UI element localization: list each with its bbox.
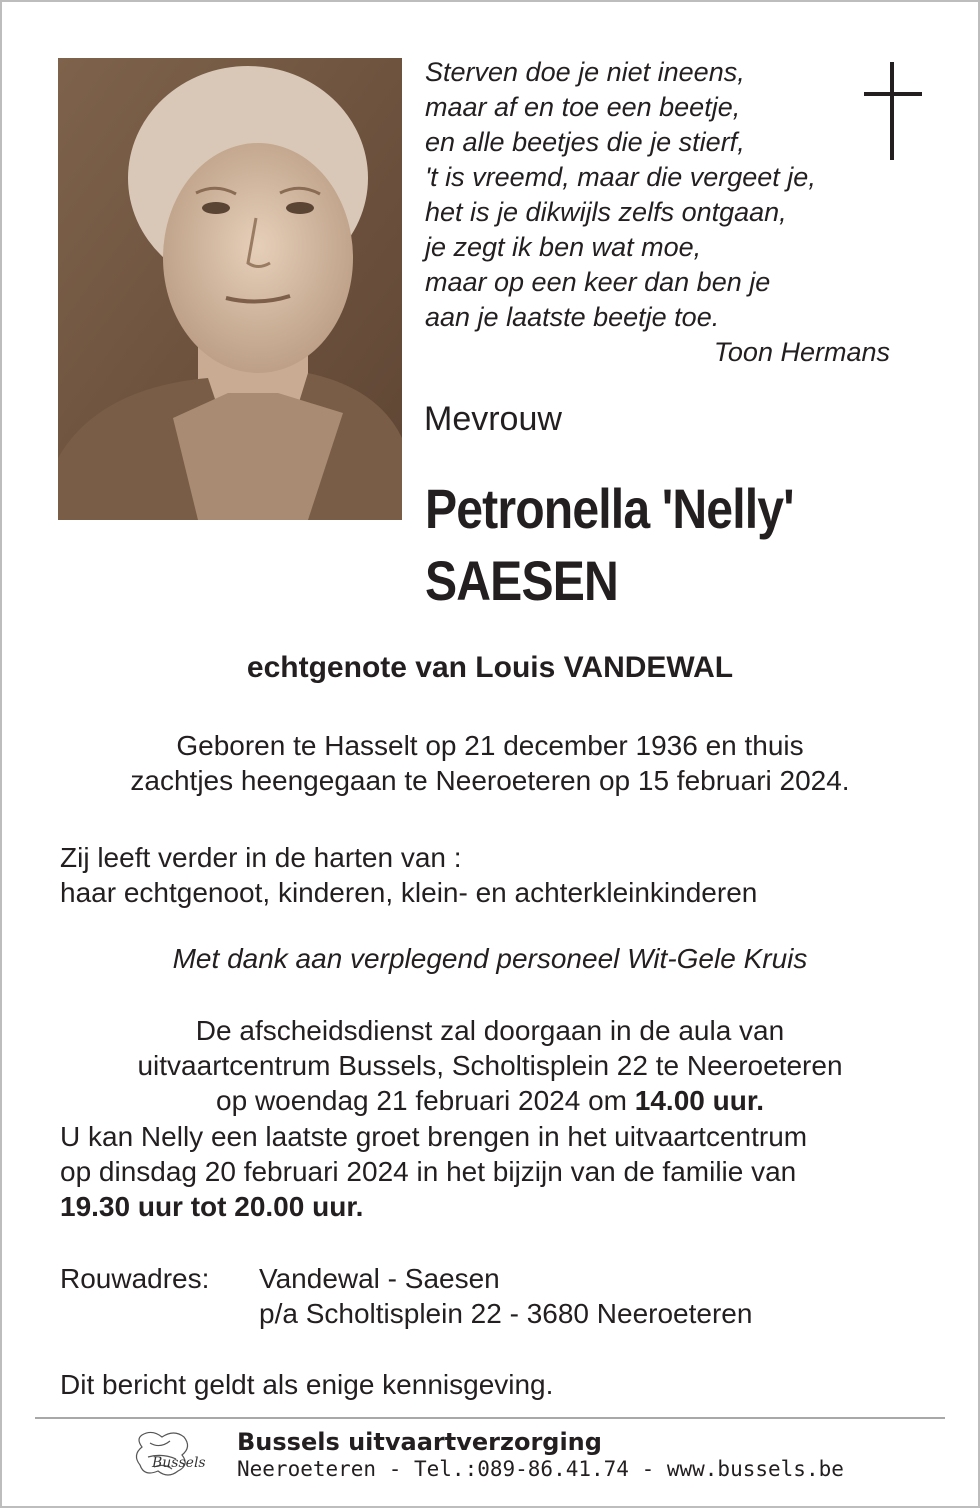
visitation-line: U kan Nelly een laatste groet brengen in het uitvaartcentrum [60,1121,808,1152]
service-line [0,1083,980,1118]
service-info [0,1013,980,1118]
birth-death-info [0,728,980,798]
poem-line: Sterven doe je niet ineens, [425,57,745,87]
poem-line: en alle beetjes die je stierf, [425,127,745,157]
poem-author: Toon Hermans [713,337,890,367]
address-line: p/a Scholtisplein 22 - 3680 Neeroeteren [259,1298,753,1329]
company-name: Bussels uitvaartverzorging [237,1428,602,1456]
poem-line: maar af en toe een beetje, [425,92,741,122]
thanks-line: Met dank aan verplegend personeel Wit-Gele Kruis [172,943,808,974]
footer-divider [35,1417,945,1419]
mourning-address [60,1261,960,1331]
spouse-line: echtgenote van Louis VANDEWAL [246,651,734,684]
survivors-intro: Zij leeft verder in de harten van : [60,842,462,873]
address-label: Rouwadres: [60,1263,210,1294]
survivors [60,840,960,910]
company-contact: Neeroeteren - Tel.:089-86.41.74 - www.bussels.be [237,1457,844,1481]
visitation-time: 19.30 uur tot 20.00 uur. [60,1191,364,1222]
notice-line: Dit bericht geldt als enige kennisgeving. [60,1369,554,1400]
svg-text:Bussels: Bussels [152,1455,206,1471]
footer [237,1428,844,1482]
bussels-logo [132,1427,206,1483]
poem-line: je zegt ik ben wat moe, [425,232,702,262]
birth-line: Geboren te Hasselt op 21 december 1936 en thuis [176,730,804,761]
visitation-info [60,1119,960,1224]
honorific-title: Mevrouw [424,400,562,438]
visitation-line: op dinsdag 20 februari 2024 in het bijzijn van de familie van [60,1156,797,1187]
poem-line: aan je laatste beetje toe. [425,302,720,332]
poem-line: het is je dikwijls zelfs ontgaan, [425,197,787,227]
service-date: op woendag 21 februari 2024 om [216,1085,635,1116]
service-line: De afscheidsdienst zal doorgaan in de aula van [195,1015,785,1046]
deceased-name [425,473,794,617]
deceased-last-name: SAESEN [425,549,618,612]
death-line: zachtjes heengegaan te Neeroeteren op 15 februari 2024. [130,765,850,796]
service-time: 14.00 uur. [634,1085,764,1116]
poem-line: maar op een keer dan ben je [425,267,771,297]
survivors-list: haar echtgenoot, kinderen, klein- en achterkleinkinderen [60,877,758,908]
poem [425,55,895,370]
poem-line: 't is vreemd, maar die vergeet je, [425,162,816,192]
deceased-first-name: Petronella 'Nelly' [425,477,794,540]
service-line: uitvaartcentrum Bussels, Scholtisplein 22 te Neeroeteren [137,1050,843,1081]
portrait-photo [58,58,402,520]
address-line: Vandewal - Saesen [259,1263,500,1294]
